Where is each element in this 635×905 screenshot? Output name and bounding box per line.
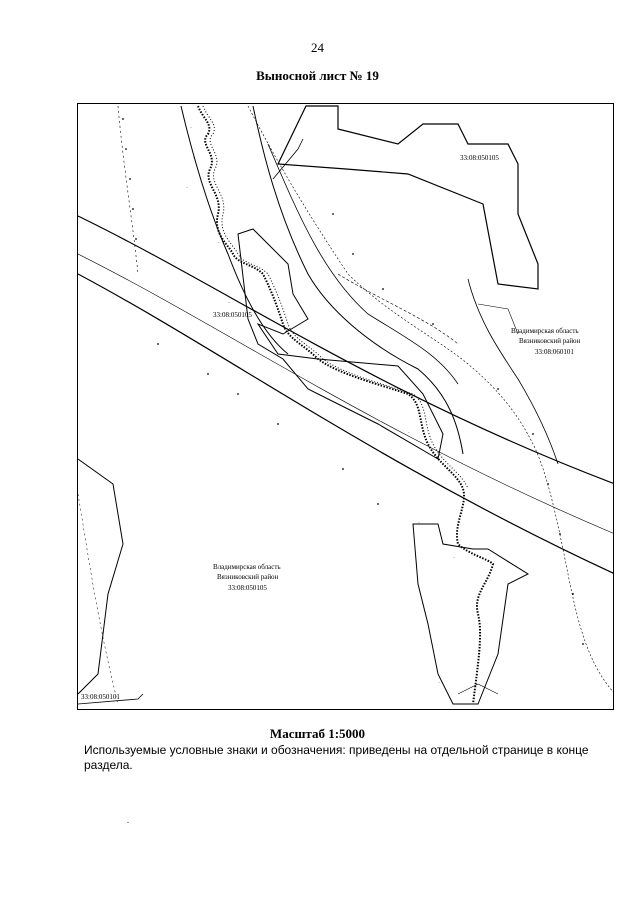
svg-text:··: ·· [193, 156, 196, 160]
label-region-right: Владимирская область [511, 327, 579, 335]
svg-text:··: ·· [190, 126, 193, 130]
legend-note: Используемые условные знаки и обозначения: приведены на отдельной странице в конце раздела. [84, 743, 589, 772]
svg-text:··: ·· [218, 241, 221, 245]
cadastral-boundary-1 [248, 106, 614, 694]
sheet-title: Выносной лист № 19 [256, 68, 379, 83]
svg-text:··: ·· [418, 521, 421, 525]
label-cadastral-bottom-left: 33:08:050101 [81, 693, 120, 701]
map-frame [77, 103, 614, 710]
pipeline-route-2 [203, 106, 468, 489]
cadastral-map [78, 104, 614, 710]
label-region-center: Владимирская область [213, 563, 281, 571]
road-edge-upper [78, 216, 614, 484]
label-cadastral-center: 33:08:050105 [228, 584, 267, 592]
svg-text:··: ·· [408, 431, 411, 435]
svg-text:··: ·· [453, 556, 456, 560]
boundary-right [468, 279, 558, 464]
svg-text:··: ·· [228, 301, 231, 305]
label-cadastral-mid-left: 33:08:050105 [213, 311, 252, 319]
map-scale: Масштаб 1:5000 [269, 726, 366, 741]
small-annotations [186, 126, 455, 685]
label-cadastral-top: 33:08:050105 [460, 154, 499, 162]
parcel-lower-left [78, 459, 123, 694]
cadastral-boundary-4 [338, 274, 458, 344]
svg-text:··: ·· [186, 186, 189, 190]
parcel-top-line [273, 139, 303, 179]
road-edge-lower [78, 274, 614, 574]
parcel-top-right [278, 106, 538, 289]
strip-right [253, 106, 463, 454]
page-number: 24 [311, 40, 324, 55]
parcel-center [238, 229, 443, 459]
pipeline-route [198, 106, 493, 704]
label-cadastral-right: 33:08:060101 [535, 348, 574, 356]
strip-right-2 [268, 144, 458, 384]
scan-dot [127, 822, 129, 823]
svg-text:··: ·· [438, 681, 441, 685]
label-district-right: Вязниковский район [519, 337, 581, 345]
cadastral-boundary-2 [118, 106, 138, 274]
parcel-lower-right [413, 524, 528, 704]
parcel-lower-right-2 [458, 684, 498, 694]
label-district-center: Вязниковский район [217, 573, 279, 581]
road-edge-inner [78, 254, 614, 534]
